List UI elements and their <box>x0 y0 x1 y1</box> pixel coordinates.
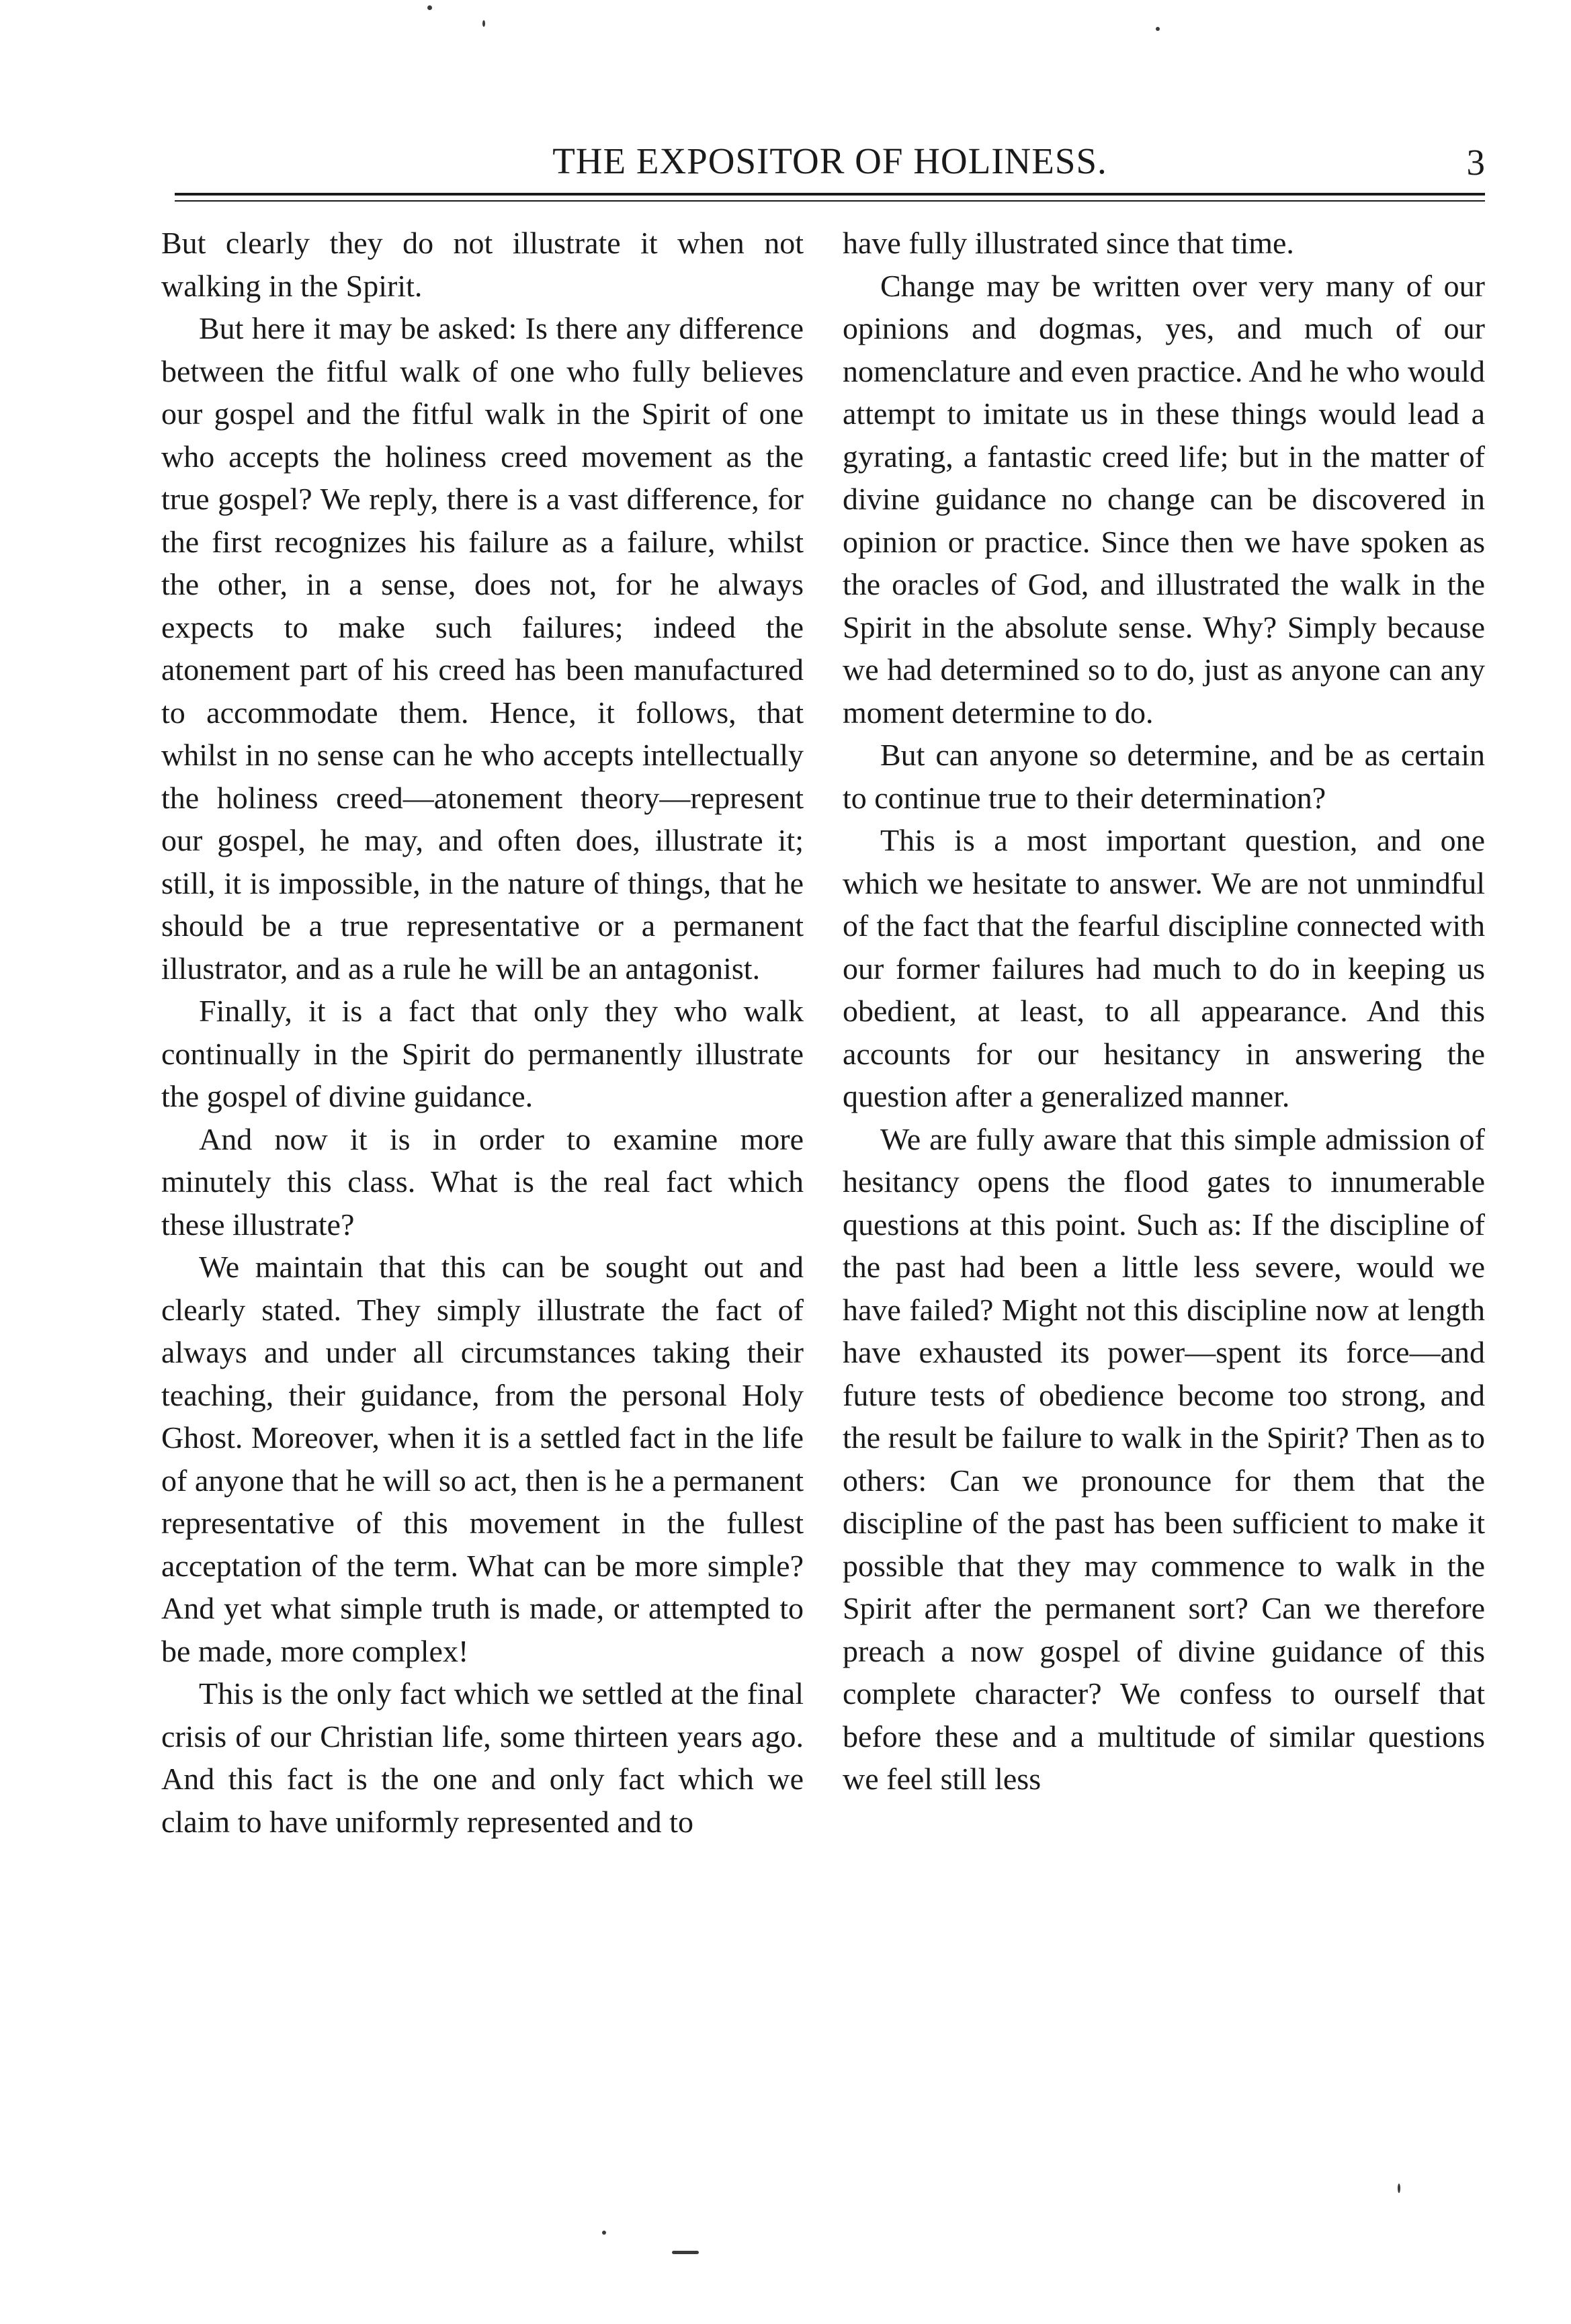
page-number: 3 <box>1466 142 1485 183</box>
paragraph: But clearly they do not illustrate it when not walking in the Spirit. <box>161 226 804 303</box>
running-head <box>175 138 1485 191</box>
header-rule-thin <box>175 200 1485 202</box>
paragraph: And now it is in order to examine more minutely this class. What is the real fact which these illustrate? <box>161 1121 804 1242</box>
paragraph: But can anyone so determine, and be as certain to continue true to their determination? <box>843 738 1485 815</box>
paragraph: But here it may be asked: Is there any difference between the fitful walk of one who fully believes our gospel and the fitful walk in the Spirit of one who accepts the holiness creed movement as the true gospel? We reply, there is a vast difference, for the first recognizes his failure as a failure, whilst the other, in a sense, does not, for he always expects to make such failures; indeed the atonement part of his creed has been manufactured to accommodate them. Hence, it follows, that whilst in no sense can he who accepts intellectually the holiness creed—atonement theory—represent our gospel, he may, and often does, illustrate it; still, it is impossible, in the nature of things, that he should be a true representative or a permanent illustrator, and as a rule he will be an antagonist. <box>161 311 804 986</box>
scan-speck <box>427 5 432 10</box>
header-rule <box>175 193 1485 196</box>
left-column <box>161 222 804 1843</box>
scan-speck <box>602 2231 606 2235</box>
scan-speck <box>482 20 485 27</box>
paragraph: We are fully aware that this simple admission of hesitancy opens the flood gates to innumerable questions at this point. Such as: If the discipline of the past had been a little less severe, would we have failed? Might not this discipline now at length have exhausted its power—spent its force—and future tests of obedience become too strong, and the result be failure to walk in the Spirit? Then as to others: Can we pronounce for them that the discipline of the past has been sufficient to make it possible that they may commence to walk in the Spirit after the permanent sort? Can we therefore preach a now gospel of divine guidance of this complete character? We confess to ourself that before these and a multitude of similar questions we feel still less <box>843 1121 1485 1796</box>
scan-speck <box>672 2251 699 2254</box>
right-column <box>843 222 1485 1801</box>
scan-speck <box>1398 2184 1400 2193</box>
paragraph: have fully illustrated since that time. <box>843 226 1294 260</box>
paragraph: Finally, it is a fact that only they who walk continually in the Spirit do permanently illustrate the gospel of divine guidance. <box>161 994 804 1113</box>
paragraph: We maintain that this can be sought out and clearly stated. They simply illustrate the fact of always and under all circumstances taking their teaching, their guidance, from the personal Holy Ghost. Moreover, when it is a settled fact in the life of anyone that he will so act, then is he a permanent representative of this movement in the fullest acceptation of the term. What can be more simple? And yet what simple truth is made, or attempted to be made, more complex! <box>161 1250 804 1668</box>
paragraph: Change may be written over very many of our opinions and dogmas, yes, and much of our nomenclature and even practice. And he who would attempt to imitate us in these things would lead a gyrating, a fantastic creed life; but in the matter of divine guidance no change can be discovered in opinion or practice. Since then we have spoken as the oracles of God, and illustrated the walk in the Spirit in the absolute sense. Why? Simply because we had determined so to do, just as anyone can any moment determine to do. <box>843 268 1485 730</box>
paragraph: This is the only fact which we settled at the final crisis of our Christian life, some thirteen years ago. And this fact is the one and only fact which we claim to have uniformly represented and to <box>161 1676 804 1839</box>
scan-speck <box>1156 27 1160 31</box>
paragraph: This is a most important question, and one which we hesitate to answer. We are not unmindful of the fact that the fearful discipline connected with our former failures had much to do in keeping us obedient, at least, to all appearance. And this accounts for our hesitancy in answering the question after a generalized manner. <box>843 823 1485 1113</box>
running-title: THE EXPOSITOR OF HOLINESS. <box>552 140 1107 181</box>
